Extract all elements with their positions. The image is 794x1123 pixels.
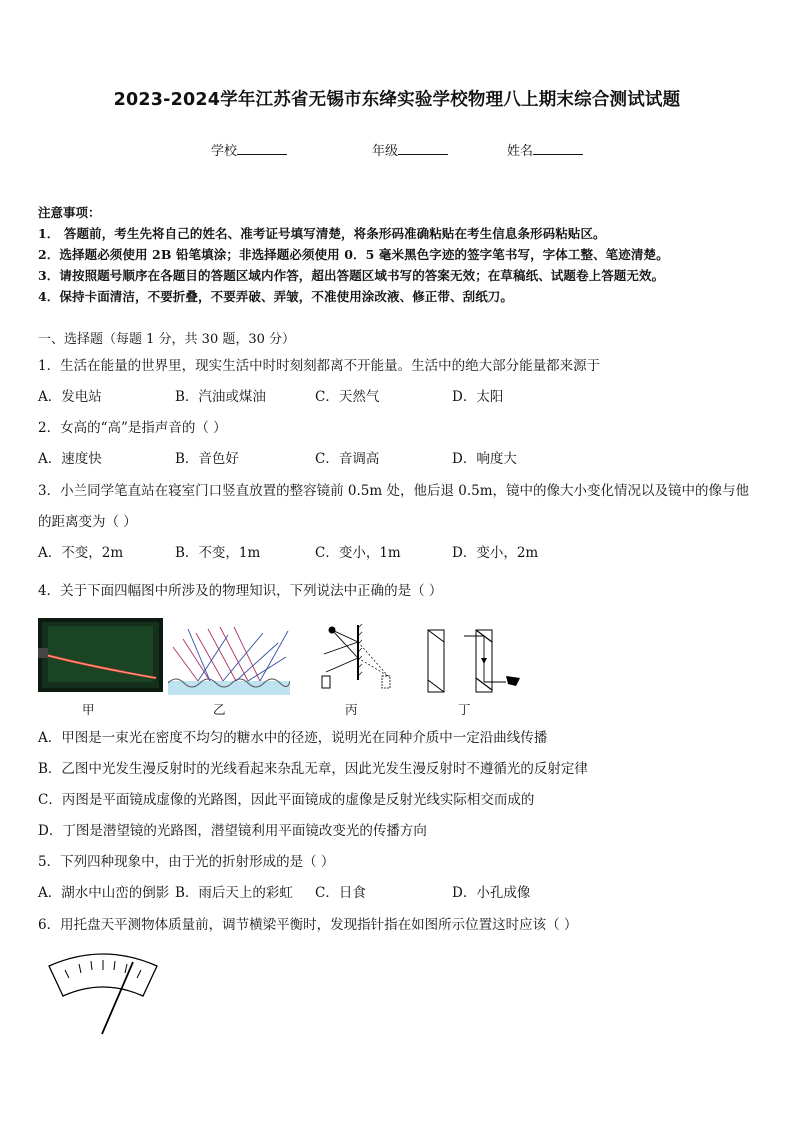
school-label: 学校 — [211, 144, 238, 159]
option[interactable]: D．太阳 — [452, 389, 504, 405]
note-item: 3．请按照题号顺序在各题目的答题区域内作答，超出答题区域书写的答案无效；在草稿纸、试题卷上答题无效。 — [38, 268, 665, 283]
note-item: 2．选择题必须使用 2B 铅笔填涂；非选择题必须使用 0．5 毫米黑色字迹的签字笔书写，字体工整、笔迹清楚。 — [38, 247, 669, 262]
name-field — [507, 140, 583, 159]
question-stem: 4．关于下面四幅图中所涉及的物理知识，下列说法中正确的是（ ） — [38, 583, 443, 599]
grade-field — [372, 140, 448, 159]
option[interactable]: D．丁图是潜望镜的光路图，潜望镜利用平面镜改变光的传播方向 — [38, 823, 427, 839]
plane-mirror-virtual-image-diagram — [318, 620, 398, 694]
periscope-diagram — [424, 624, 524, 696]
option[interactable]: A．发电站 — [38, 389, 102, 405]
figure-label: 丁 — [458, 702, 471, 717]
name-label: 姓名 — [507, 144, 534, 159]
option[interactable]: D．变小，2m — [452, 545, 539, 561]
balance-pointer-scale-diagram — [45, 948, 163, 1038]
option[interactable]: C．变小，1m — [315, 545, 401, 561]
question-stem: 5．下列四种现象中，由于光的折射形成的是（ ） — [38, 854, 335, 870]
option[interactable]: C．音调高 — [315, 451, 380, 467]
question-stem: 2．女高的“高”是指声音的（ ） — [38, 420, 227, 436]
option[interactable]: B．不变，1m — [175, 545, 261, 561]
option[interactable]: A．甲图是一束光在密度不均匀的糖水中的径迹，说明光在同种介质中一定沿曲线传播 — [38, 730, 548, 746]
grade-blank[interactable] — [398, 142, 448, 155]
laser-in-sugar-water-photo — [38, 618, 163, 692]
name-blank[interactable] — [533, 142, 583, 155]
option[interactable]: C．日食 — [315, 885, 366, 901]
question-stem-continued: 的距离变为（ ） — [38, 514, 137, 530]
question-stem: 1．生活在能量的世界里，现实生活中时时刻刻都离不开能量。生活中的绝大部分能量都来源于 — [38, 358, 601, 374]
option[interactable]: B．雨后天上的彩虹 — [175, 885, 293, 901]
option[interactable]: B．乙图中光发生漫反射时的光线看起来杂乱无章，因此光发生漫反射时不遵循光的反射定律 — [38, 761, 588, 777]
option[interactable]: A．不变，2m — [38, 545, 124, 561]
section-heading: 一、选择题（每题 1 分，共 30 题，30 分） — [38, 332, 296, 347]
question-stem: 6．用托盘天平测物体质量前，调节横梁平衡时，发现指针指在如图所示位置这时应该（ ） — [38, 917, 578, 933]
figure-label: 丙 — [345, 702, 358, 717]
note-item: 4．保持卡面清洁，不要折叠，不要弄破、弄皱，不准使用涂改液、修正带、刮纸刀。 — [38, 289, 513, 304]
option[interactable]: C．丙图是平面镜成虚像的光路图，因此平面镜成的虚像是反射光线实际相交而成的 — [38, 792, 535, 808]
figure-label: 甲 — [82, 702, 95, 717]
page-title: 2023-2024学年江苏省无锡市东绛实验学校物理八上期末综合测试试题 — [113, 90, 681, 110]
option[interactable]: D．响度大 — [452, 451, 517, 467]
option[interactable]: A．速度快 — [38, 451, 102, 467]
option[interactable]: A．湖水中山峦的倒影 — [38, 885, 170, 901]
option[interactable]: B．汽油或煤油 — [175, 389, 266, 405]
option[interactable]: D．小孔成像 — [452, 885, 531, 901]
option[interactable]: C．天然气 — [315, 389, 380, 405]
figure-label: 乙 — [213, 702, 226, 717]
grade-label: 年级 — [372, 144, 399, 159]
notes-heading: 注意事项： — [38, 205, 101, 220]
option[interactable]: B．音色好 — [175, 451, 239, 467]
school-field — [211, 140, 287, 159]
note-item: 1． 答题前，考生先将自己的姓名、准考证号填写清楚，将条形码准确粘贴在考生信息条形码粘贴区。 — [38, 226, 606, 241]
school-blank[interactable] — [237, 142, 287, 155]
question-stem: 3．小兰同学笔直站在寝室门口竖直放置的整容镜前 0.5m 处，他后退 0.5m，镜中的像大小变化情况以及镜中的像与他 — [38, 483, 750, 499]
diffuse-reflection-diagram — [168, 625, 290, 695]
